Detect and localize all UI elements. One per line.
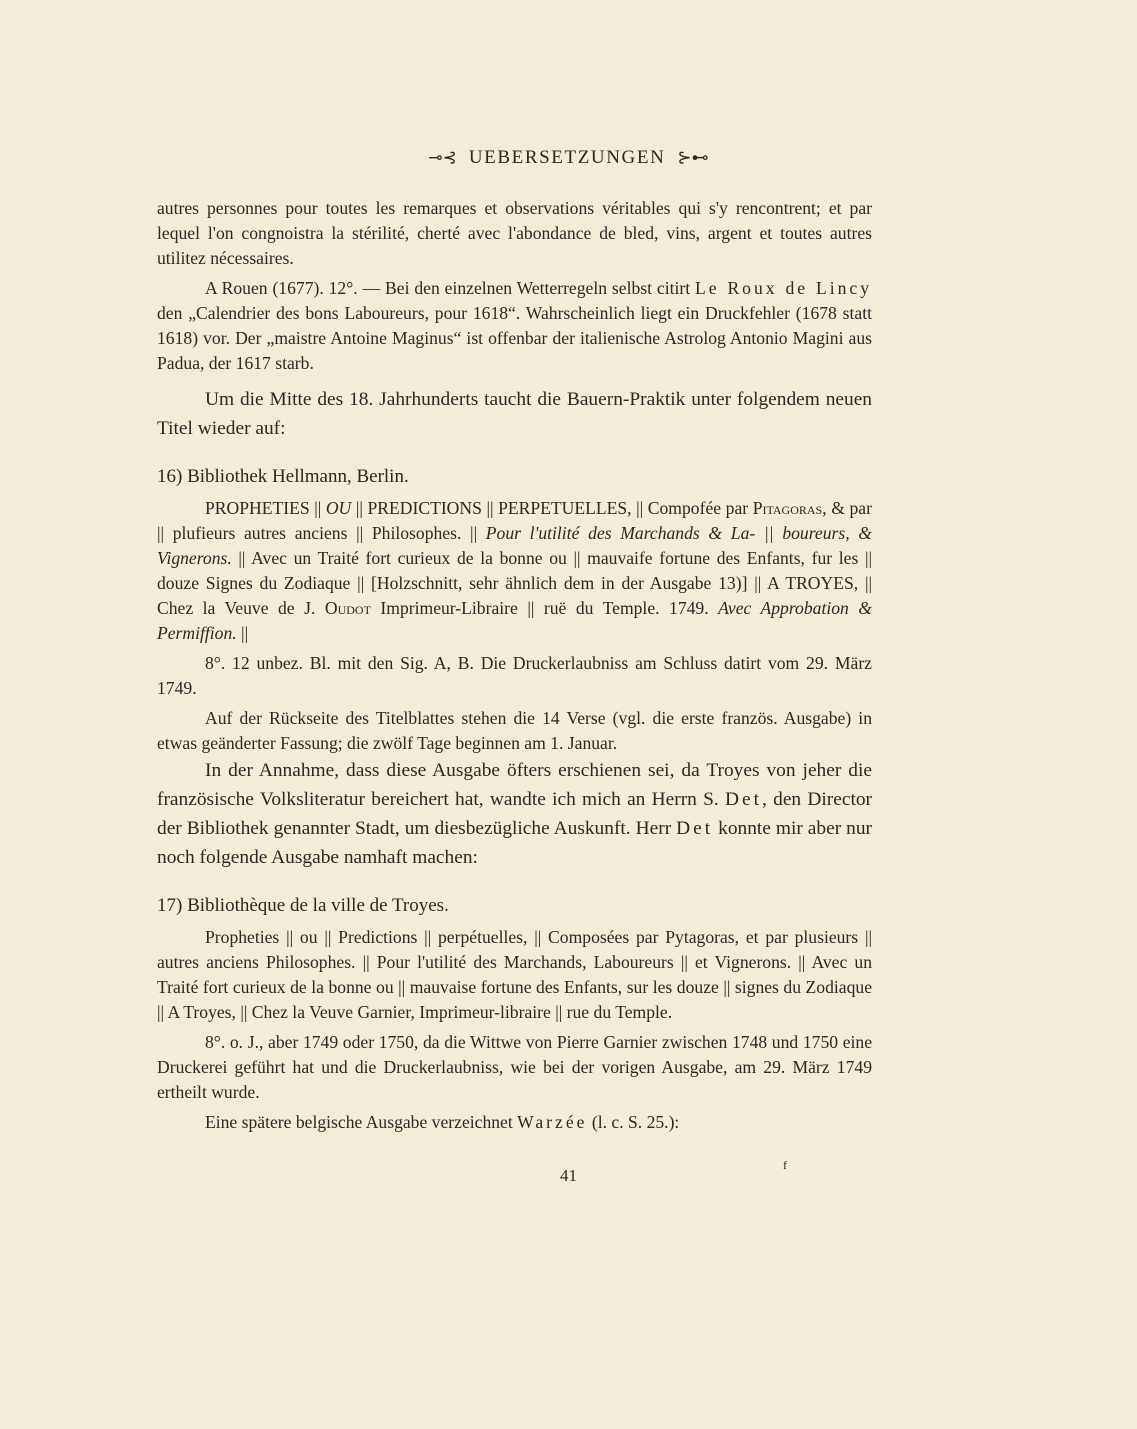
- entry-heading-16: 16) Bibliothek Hellmann, Berlin.: [157, 466, 409, 487]
- entry-17-note: 8°. o. J., aber 1749 oder 1750, da die Wittwe von Pierre Garnier zwischen 1748 und 1750 eine Druckerei geführt hat und die Druckerlaubniss, wie bei der vorigen Ausgabe, am 29. März 1749 ertheilt wurde.: [157, 1032, 872, 1102]
- entry-16-collation: 8°. 12 unbez. Bl. mit den Sig. A, B. Die Druckerlaubniss am Schluss datirt vom 29. März 1749.: [157, 653, 872, 698]
- paragraph-belgian: Eine spätere belgische Ausgabe verzeichnet Warzée (l. c. S. 25.):: [205, 1112, 680, 1132]
- person-name: Det: [725, 789, 763, 810]
- entry-16-note: Auf der Rückseite des Titelblattes stehen die 14 Verse (vgl. die erste französ. Ausgabe) in etwas geänderter Fassung; die zwölf Tage beginnen am 1. Januar.: [157, 708, 872, 753]
- paragraph-mid-18th: Um die Mitte des 18. Jahrhunderts taucht die Bauern-Praktik unter folgendem neuen Titel wieder auf:: [157, 389, 872, 439]
- paragraph-rouen: A Rouen (1677). 12°. — Bei den einzelnen Wetterregeln selbst citirt Le Roux de Lincy den „Calendrier des bons Laboureurs, pour 1618“. Wahrscheinlich liegt ein Druckfehler (1678 statt 1618) vor. Der „maistre Antoine Maginus“ ist offenbar der italienische Astrolog Antonio Magini aus Padua, der 1617 starb.: [157, 278, 872, 373]
- page-body: [157, 196, 872, 1135]
- entry-17-title: Propheties || ou || Predictions || perpétuelles, || Composées par Pytagoras, et par plusieurs || autres anciens Philosophes. || Pour l'utilité des Marchands, Laboureurs || et Vignerons. || Avec un Traité fort curieux de la bonne ou || mauvaise fortune des Enfants, sur les douze || signes du Zodiaque || A Troyes, || Chez la Veuve Garnier, Imprimeur-libraire || rue du Temple.: [157, 927, 872, 1022]
- left-ornament-icon: ⊸⊰: [428, 148, 457, 167]
- paragraph-continued: autres personnes pour toutes les remarques et observations véritables qui s'y rencontrent; et par lequel l'on congnoistra la stérilité, cherté avec l'abondance de bled, vins, argent et toutes autres utilitez nécessaires.: [157, 198, 872, 268]
- author-name: Le Roux de Lincy: [695, 278, 872, 298]
- signature-mark: f: [783, 1158, 787, 1172]
- paragraph-troyes: In der Annahme, dass diese Ausgabe öfters erschienen sei, da Troyes von jeher die französische Volksliteratur bereichert hat, wandte ich mich an Herrn S. Det, den Director der Bibliothek genannter Stadt, um diesbezügliche Auskunft. Herr Det konnte mir aber nur noch folgende Ausgabe namhaft machen:: [157, 760, 872, 868]
- author-name: Warzée: [517, 1112, 588, 1132]
- running-header: [0, 147, 1137, 169]
- person-name: Det: [676, 818, 714, 839]
- running-title: UEBERSETZUNGEN: [468, 147, 666, 168]
- right-ornament-icon: ⊱⊷: [677, 148, 709, 167]
- entry-heading-17: 17) Bibliothèque de la ville de Troyes.: [157, 895, 449, 916]
- entry-16-title: PROPHETIES || OU || PREDICTIONS || PERPETUELLES, || Compofée par Pitagoras, & par || plufieurs autres anciens || Philosophes. || Pour l'utilité des Marchands & La- || boureurs, & Vignerons. || Avec un Traité fort curieux de la bonne ou || mauvaife fortune des Enfants, fur les || douze Signes du Zodiaque || [Holzschnitt, sehr ähnlich dem in der Ausgabe 13)] || A TROYES, || Chez la Veuve de J. Oudot Imprimeur-Libraire || ruë du Temple. 1749. Avec Approbation & Permiffion. ||: [157, 498, 872, 643]
- page-number: 41: [560, 1166, 577, 1185]
